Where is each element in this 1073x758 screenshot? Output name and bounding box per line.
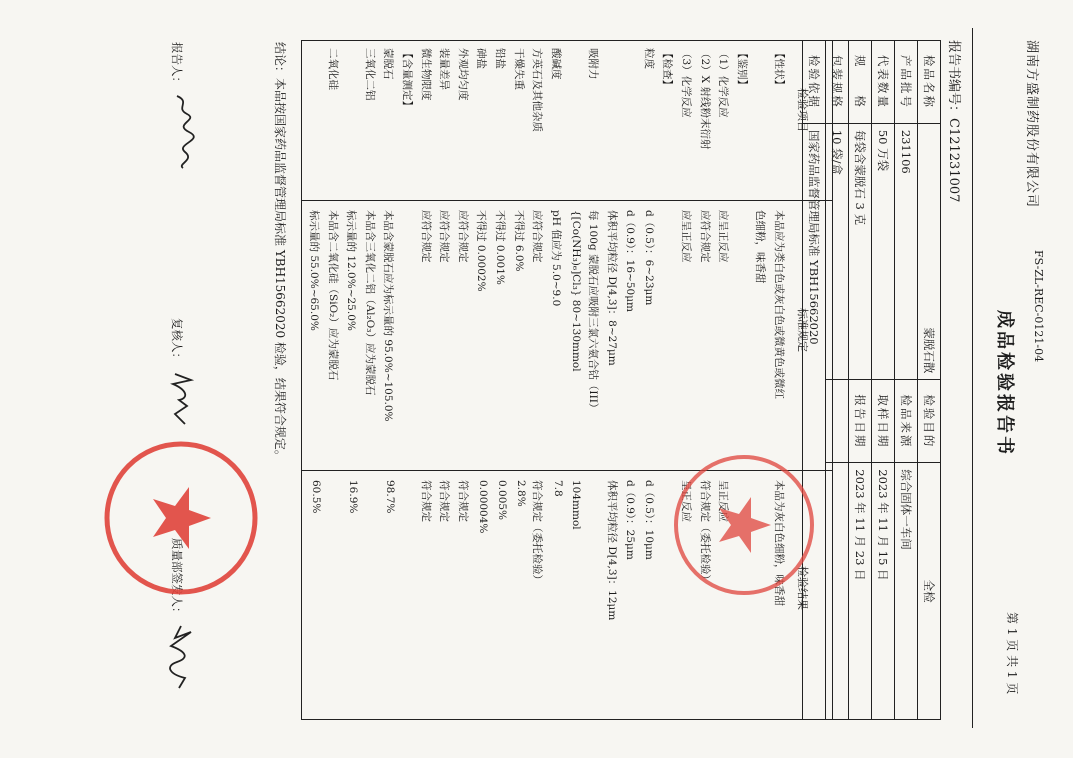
spec-value: 每袋含蒙脱石 3 克 [849, 123, 872, 380]
report-number-value: C121231007 [946, 118, 961, 203]
row-standard: 标示量的 12.0%~25.0% [345, 210, 358, 331]
conclusion-label: 结论： [273, 42, 287, 79]
qa-signer-label: 质量部签发人： [170, 538, 184, 619]
row-item: 外观均匀度 [456, 48, 469, 101]
source-value: 综合固体一车间 [895, 463, 918, 720]
purpose-value: 全检 [918, 463, 941, 720]
row-result: 本品为灰白色细粉，味香甜 [773, 480, 785, 606]
row-item: 【含量测定】 [401, 48, 413, 111]
row-item: 干燥失重 [512, 48, 525, 90]
row-result: 7.8 [551, 480, 564, 497]
row-standard: pH 值应为 5.0~9.0 [549, 210, 562, 307]
row-standard: 应呈正反应 [717, 210, 730, 263]
row-standard: 应符合规定 [698, 210, 711, 263]
column-header-result: 检验结果 [796, 566, 809, 610]
row-standard: 应符合规定 [456, 210, 469, 263]
report-date-label: 报告日期 [849, 380, 872, 463]
row-standard: 应符合规定 [419, 210, 432, 263]
row-item: 蒙脱石 [382, 48, 395, 80]
row-item: 【鉴别】 [735, 48, 748, 90]
row-item: 铅盐 [494, 48, 506, 69]
qa-signature [167, 622, 197, 692]
report-number [946, 40, 965, 202]
sample-date-label: 取样日期 [872, 380, 895, 463]
row-standard: d（0.9）：16~50μm [624, 210, 637, 312]
row-standard: 不得过 0.0002% [475, 210, 488, 292]
row-standard: 不得过 6.0% [512, 210, 525, 272]
row-item: 砷盐 [475, 48, 488, 69]
row-item: 粒度 [642, 48, 655, 69]
report-number-label: 报告书编号： [946, 40, 961, 119]
source-label: 检品来源 [895, 380, 918, 463]
basis-value: 国家药品监督管理局标准 YBH15662020 [803, 123, 826, 719]
quantity-value: 50 万袋 [872, 123, 895, 380]
header-row [872, 41, 895, 720]
company-name: 湖南方盛制药股份有限公司 [1024, 40, 1039, 209]
row-result: 呈正反应 [680, 480, 692, 522]
row-standard: 应符合规定 [531, 210, 544, 263]
row-standard: 不得过 0.001% [494, 210, 506, 285]
pack-label: 包装规格 [826, 41, 849, 124]
batch-label: 产品批号 [895, 41, 918, 124]
row-item: （3）化学反应 [680, 48, 692, 118]
conclusion-text: 本品按国家药品监督管理局标准 YBH15662020 检验，结果符合规定。 [273, 78, 287, 462]
report-date-value: 2023 年 11 月 23 日 [849, 463, 872, 720]
header-rule [972, 28, 973, 728]
row-standard: 本品应为类白色或灰白色或微黄色或微红 [773, 210, 785, 399]
column-divider [301, 200, 833, 201]
row-standard: 每 100g 蒙脱石应吸附三氯六氨合钴（III） [587, 210, 599, 414]
quantity-label: 代表数量 [872, 41, 895, 124]
row-item: 方英石及其他杂质 [531, 48, 544, 132]
row-result: 符合规定（委托检验） [531, 480, 544, 585]
row-standard: {[Co(NH₃)₆]Cl₃} 80~130mmol [570, 210, 583, 372]
reporter-signature [169, 92, 197, 172]
row-standard: 本品含二氧化硅（SiO₂）应为蒙脱石 [326, 210, 339, 381]
row-result: 0.00004% [477, 480, 490, 534]
row-standard: d（0.5）：6~23μm [642, 210, 655, 306]
row-standard: 应呈正反应 [680, 210, 692, 263]
sample-date-value: 2023 年 11 月 15 日 [872, 463, 895, 720]
reviewer-signature [169, 370, 197, 430]
purpose-label: 检验目的 [918, 380, 941, 463]
product-name-label: 检品名称 [918, 41, 941, 124]
row-result: d（0.5）：10μm [642, 480, 655, 560]
row-item: 酸碱度 [549, 48, 562, 80]
page-info: 第 1 页 共 1 页 [1005, 612, 1019, 695]
row-result: 体积平均粒径 D[4,3]：12μm [605, 480, 618, 621]
row-result: 98.7% [384, 480, 397, 514]
row-result: 0.005% [496, 480, 508, 521]
product-name-value: 蒙脱石散 [918, 123, 941, 380]
row-item: 微生物限度 [419, 48, 432, 101]
row-standard: 本品含蒙脱石应为标示量的 95.0%~105.0% [382, 210, 395, 422]
row-result: 16.9% [347, 480, 360, 514]
header-row [849, 41, 872, 720]
inspection-stamp [669, 450, 819, 600]
reviewer-label: 复核人： [170, 318, 184, 364]
conclusion [272, 42, 289, 462]
row-item: （1）化学反应 [717, 48, 730, 118]
row-standard: 应符合规定 [438, 210, 451, 263]
row-standard: 本品含三氧化二铝（Al₂O₃）应为蒙脱石 [363, 210, 376, 396]
basis-label: 检验依据 [803, 41, 826, 124]
row-standard: 色细粉，味香甜 [754, 210, 767, 284]
row-item: 装量差异 [438, 48, 451, 90]
row-item: 【性状】 [773, 48, 785, 90]
header-row [918, 41, 941, 720]
reporter-label: 报告人： [170, 42, 184, 88]
spec-label: 规 格 [849, 41, 872, 124]
row-result: 60.5% [310, 480, 322, 514]
row-result: d（0.9）：25μm [624, 480, 637, 560]
report-title: 成品检验报告书 [994, 310, 1015, 457]
row-result: 符合规定 [419, 480, 432, 522]
row-result: 2.8% [514, 480, 527, 507]
row-result: 符合规定 [456, 480, 469, 522]
row-standard: 体积平均粒径 D[4,3]：8~27μm [605, 210, 618, 366]
row-result: 104mmol [570, 480, 583, 530]
row-result: 符合规定 [438, 480, 451, 522]
row-item: 三氧化二铝 [363, 48, 376, 101]
row-item: 【检查】 [661, 48, 674, 90]
report-document [59, 18, 1069, 738]
pack-value: 10 袋/盒 [826, 123, 849, 380]
header-row [895, 41, 918, 720]
row-result: 符合规定（委托检验） [698, 480, 711, 585]
row-item: 吸附力 [587, 48, 599, 80]
row-item: 二氧化硅 [326, 48, 339, 90]
batch-value: 231106 [895, 123, 918, 380]
column-header-standard: 标准规定 [796, 308, 809, 352]
form-number: FS-ZL-REC-0121-04 [1032, 250, 1045, 363]
row-standard: 标示量的 55.0%~65.0% [308, 210, 320, 331]
column-header-item: 检验项目 [796, 88, 809, 132]
row-item: （2）X 射线粉末衍射 [698, 48, 711, 150]
company-stamp [101, 438, 261, 598]
row-result: 呈正反应 [717, 480, 730, 522]
